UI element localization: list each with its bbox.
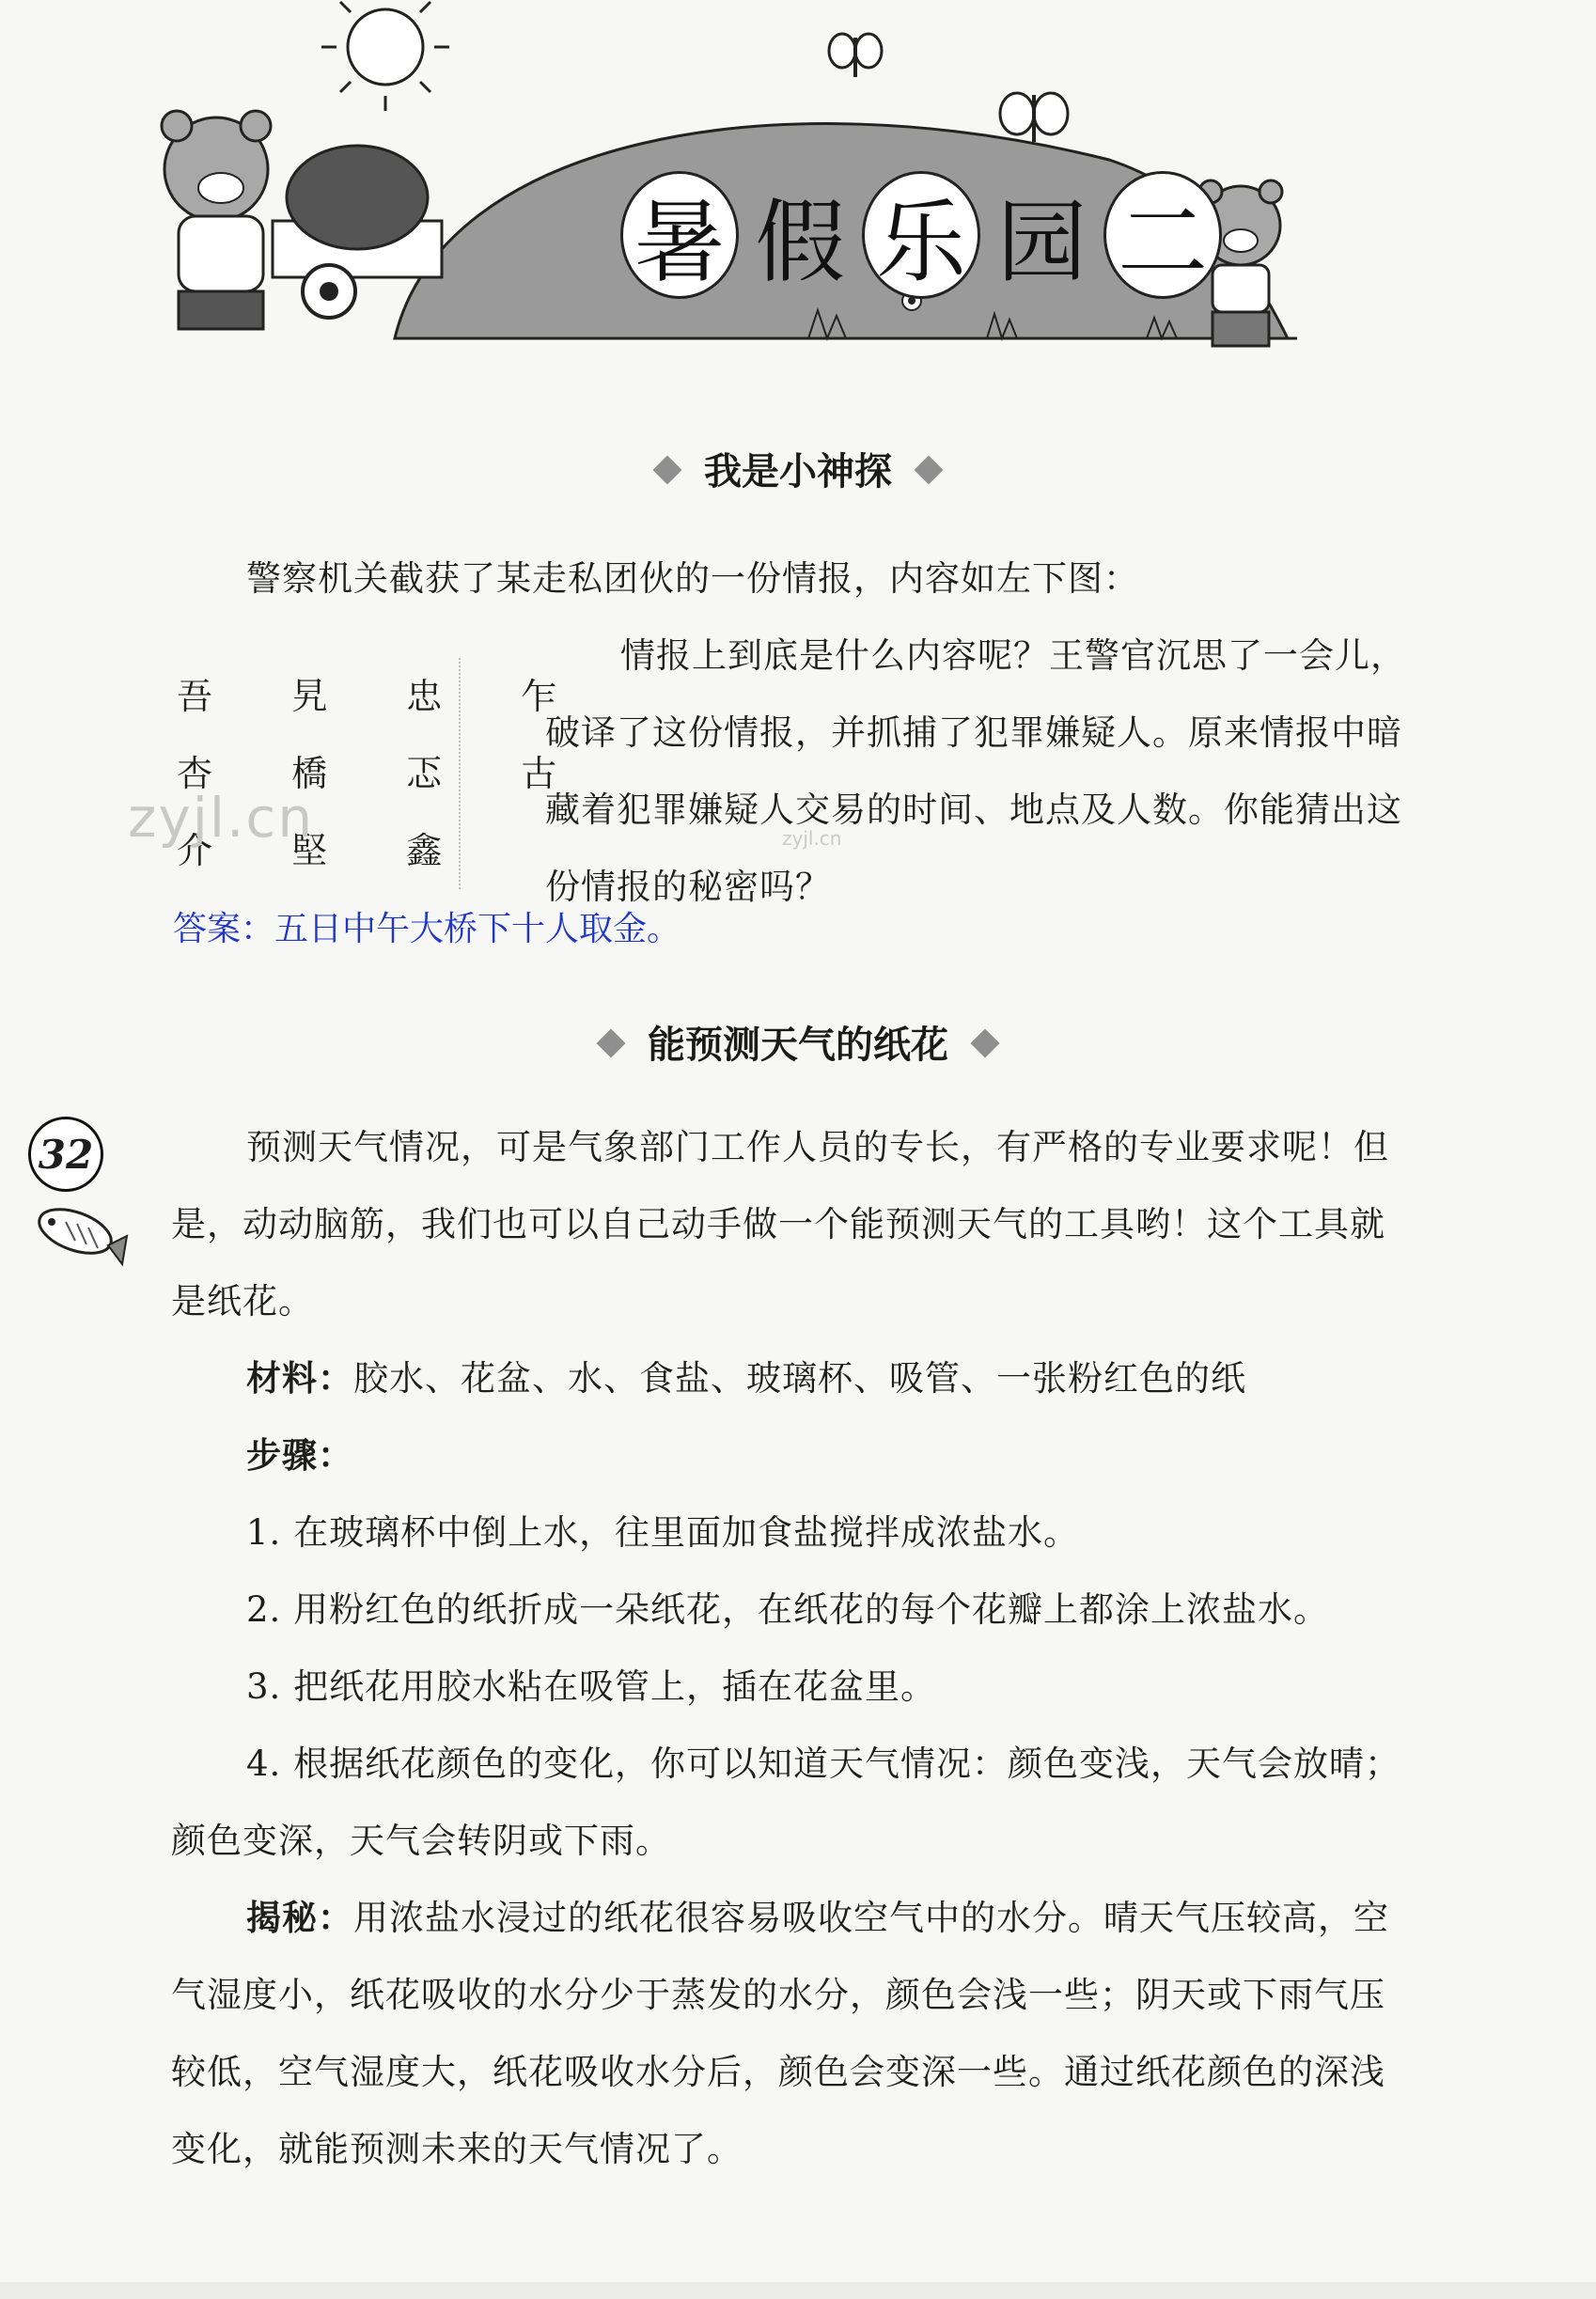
- watermark: zyjl.cn: [128, 786, 315, 850]
- banner-title-char: 暑: [620, 171, 739, 299]
- section1-intro: [246, 540, 1139, 618]
- banner-title-char: 二: [1103, 171, 1222, 299]
- banner-title: [620, 169, 1222, 301]
- cipher-block: [177, 658, 591, 889]
- step-item: 2. 用粉红色的纸折成一朵纸花，在纸花的每个花瓣上都涂上浓盐水。: [246, 1589, 1330, 1630]
- diamond-icon: [914, 455, 943, 484]
- section-heading-text: 能预测天气的纸花: [648, 1024, 948, 1067]
- paragraph-line: 预测天气情况，可是气象部门工作人员的专长，有严格的专业要求呢！但: [246, 1127, 1389, 1167]
- paragraph-line: 破译了这份情报，并抓捕了犯罪嫌疑人。原来情报中暗: [545, 712, 1402, 753]
- watermark: zyjl.cn: [782, 827, 842, 850]
- section-heading: [0, 442, 1596, 495]
- page-bottom-edge: [0, 2282, 1596, 2299]
- paragraph-line: 份情报的秘密吗？: [545, 867, 831, 907]
- answer-text: 答案：五日中午大桥下十人取金。: [173, 910, 681, 948]
- butterfly-icon: [1000, 93, 1068, 142]
- paragraph-line: 变化，就能预测未来的天气情况了。: [171, 2129, 743, 2169]
- cipher-line: 杏 橋 忑 古: [177, 753, 591, 794]
- step-item: 3. 把纸花用胶水粘在吸管上，插在花盆里。: [246, 1666, 937, 1707]
- section2-intro: [171, 1109, 1478, 1340]
- diamond-icon: [970, 1028, 999, 1057]
- step-item: 1. 在玻璃杯中倒上水，往里面加食盐搅拌成浓盐水。: [246, 1512, 1080, 1553]
- diamond-icon: [596, 1028, 625, 1057]
- section-heading: [0, 1015, 1596, 1069]
- paragraph-line: 气湿度小，纸花吸收的水分少于蒸发的水分，颜色会浅一些；阴天或下雨气压: [171, 1975, 1385, 2015]
- paragraph-line: 是纸花。: [171, 1281, 314, 1322]
- fish-icon: [28, 1194, 132, 1278]
- butterfly-icon: [829, 34, 882, 77]
- materials-text: 胶水、花盆、水、食盐、玻璃杯、吸管、一张粉红色的纸: [353, 1358, 1246, 1399]
- banner-title-char: 假: [755, 189, 846, 295]
- step-item: 4. 根据纸花颜色的变化，你可以知道天气情况：颜色变浅，天气会放晴；: [246, 1744, 1401, 1784]
- cipher-line: 介 堅 鑫: [177, 830, 477, 871]
- cipher-line: 吾 旯 忠 乍: [177, 676, 591, 717]
- sun-icon: [321, 0, 449, 111]
- paragraph-line: 情报上到底是什么内容呢？王警官沉思了一会儿，: [620, 635, 1406, 676]
- step-continuation: [171, 1803, 671, 1880]
- paragraph-line: 是，动动脑筋，我们也可以自己动手做一个能预测天气的工具哟！这个工具就: [171, 1204, 1385, 1244]
- materials: [246, 1340, 1478, 1494]
- paragraph-line: 较低，空气湿度大，纸花吸收水分后，颜色会变深一些。通过纸花颜色的深浅: [171, 2052, 1385, 2092]
- reveal-label: 揭秘：: [246, 1898, 353, 1938]
- paragraph-line: 藏着犯罪嫌疑人交易的时间、地点及人数。你能猜出这: [545, 790, 1402, 830]
- steps-list: [246, 1494, 1478, 1803]
- banner-title-char: 园: [996, 189, 1087, 295]
- banner-title-char: 乐: [862, 171, 980, 299]
- steps-label: 步骤：: [246, 1435, 353, 1476]
- paragraph: 警察机关截获了某走私团伙的一份情报，内容如左下图：: [246, 558, 1139, 599]
- header-banner: [160, 0, 1325, 357]
- reveal-text: 用浓盐水浸过的纸花很容易吸收空气中的水分。晴天气压较高，空: [353, 1898, 1389, 1938]
- section-heading-text: 我是小神探: [704, 450, 892, 493]
- paragraph-line: 颜色变深，天气会转阴或下雨。: [171, 1821, 671, 1861]
- section1-story: [545, 618, 1476, 926]
- reveal: [171, 1880, 1478, 2188]
- diamond-icon: [652, 455, 681, 484]
- page-number: 32: [28, 1117, 103, 1192]
- bear-illustration: [162, 111, 271, 329]
- materials-label: 材料：: [246, 1358, 353, 1399]
